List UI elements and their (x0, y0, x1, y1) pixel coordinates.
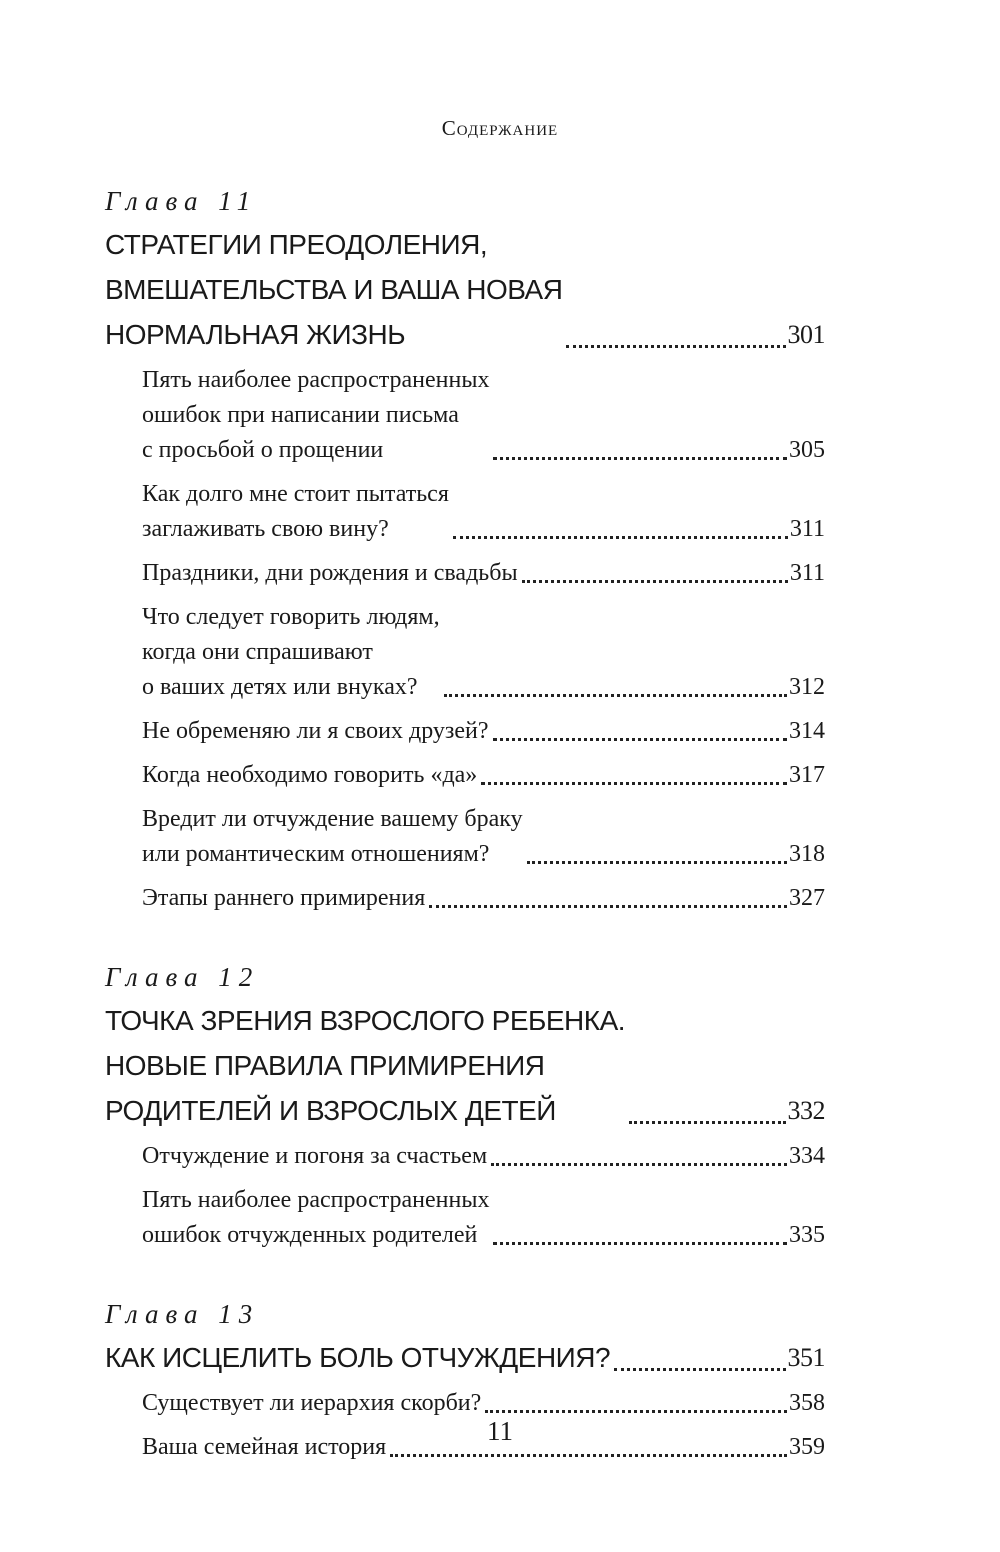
toc-entry[interactable] (142, 881, 825, 916)
toc-entry[interactable] (142, 556, 825, 591)
toc-entry[interactable] (142, 600, 825, 705)
dot-leader (566, 345, 785, 348)
table-of-contents (105, 184, 825, 1509)
dot-leader (485, 1410, 787, 1413)
section-title: Не обременяю ли я своих друзей? (142, 718, 489, 744)
chapter-title: КАК ИСЦЕЛИТЬ БОЛЬ ОТЧУЖДЕНИЯ? (105, 1342, 611, 1373)
section-title: Существует ли иерархия скорби? (142, 1390, 482, 1416)
dot-leader (444, 694, 787, 697)
dot-leader (390, 1454, 787, 1457)
section-title: Что следует говорить людям, когда они спрашивают о ваших детях или внуках? (142, 604, 440, 700)
toc-entry[interactable] (142, 802, 825, 872)
dot-leader (629, 1121, 785, 1124)
chapter-11 (105, 184, 825, 916)
page-number: 314 (789, 718, 825, 744)
page-number: 305 (789, 437, 825, 463)
dot-leader (527, 861, 787, 864)
page-number: 317 (789, 762, 825, 788)
dot-leader (522, 580, 788, 583)
toc-entry[interactable] (142, 1139, 825, 1174)
chapter-title: СТРАТЕГИИ ПРЕОДОЛЕНИЯ, ВМЕШАТЕЛЬСТВА И ВАША НОВАЯ НОРМАЛЬНАЯ ЖИЗНЬ (105, 229, 563, 350)
dot-leader (491, 1163, 787, 1166)
dot-leader (429, 905, 787, 908)
section-title: Отчуждение и погоня за счастьем (142, 1143, 488, 1169)
page-number: 327 (789, 885, 825, 911)
page-number: 301 (787, 320, 825, 349)
section-title: Этапы раннего примирения (142, 885, 426, 911)
page-number: 359 (789, 1434, 825, 1460)
chapter-label: Глава 12 (105, 962, 260, 992)
chapter-label: Глава 11 (105, 186, 258, 216)
page-number: 311 (789, 560, 825, 586)
chapter-12 (105, 960, 825, 1253)
page-number: 312 (789, 674, 825, 700)
page-number: 311 (789, 516, 825, 542)
page-number: 332 (787, 1096, 825, 1125)
chapter-title-entry[interactable] (105, 222, 825, 357)
section-list (142, 1139, 825, 1253)
running-head: Содержание (441, 116, 559, 140)
page-number: 351 (787, 1343, 825, 1372)
section-title: Пять наиболее распространенных ошибок отчужденных родителей (142, 1187, 490, 1248)
dot-leader (493, 1242, 787, 1245)
section-title: Ваша семейная история (142, 1434, 387, 1460)
page-number: 334 (789, 1143, 825, 1169)
toc-entry[interactable] (142, 714, 825, 749)
chapter-title-entry[interactable] (105, 1335, 825, 1380)
toc-entry[interactable] (142, 363, 825, 468)
section-list (142, 363, 825, 916)
dot-leader (614, 1368, 785, 1371)
toc-entry[interactable] (142, 1183, 825, 1253)
page-number: 318 (789, 841, 825, 867)
section-title: Пять наиболее распространенных ошибок при написании письма с просьбой о прощении (142, 367, 490, 463)
dot-leader (493, 457, 787, 460)
chapter-title-entry[interactable] (105, 998, 825, 1133)
dot-leader (493, 738, 787, 741)
dot-leader (481, 782, 787, 785)
page-number: 358 (789, 1390, 825, 1416)
toc-entry[interactable] (142, 477, 825, 547)
section-title: Как долго мне стоит пытаться заглаживать свою вину? (142, 481, 449, 542)
page-folio: 11 (487, 1416, 513, 1446)
section-title: Праздники, дни рождения и свадьбы (142, 560, 518, 586)
section-title: Вредит ли отчуждение вашему браку или романтическим отношениям? (142, 806, 523, 867)
section-title: Когда необходимо говорить «да» (142, 762, 478, 788)
page-number: 335 (789, 1222, 825, 1248)
toc-entry[interactable] (142, 758, 825, 793)
dot-leader (453, 536, 788, 539)
chapter-title: ТОЧКА ЗРЕНИЯ ВЗРОСЛОГО РЕБЕНКА. НОВЫЕ ПРАВИЛА ПРИМИРЕНИЯ РОДИТЕЛЕЙ И ВЗРОСЛЫХ ДЕТЕЙ (105, 1005, 626, 1126)
chapter-label: Глава 13 (105, 1299, 260, 1329)
